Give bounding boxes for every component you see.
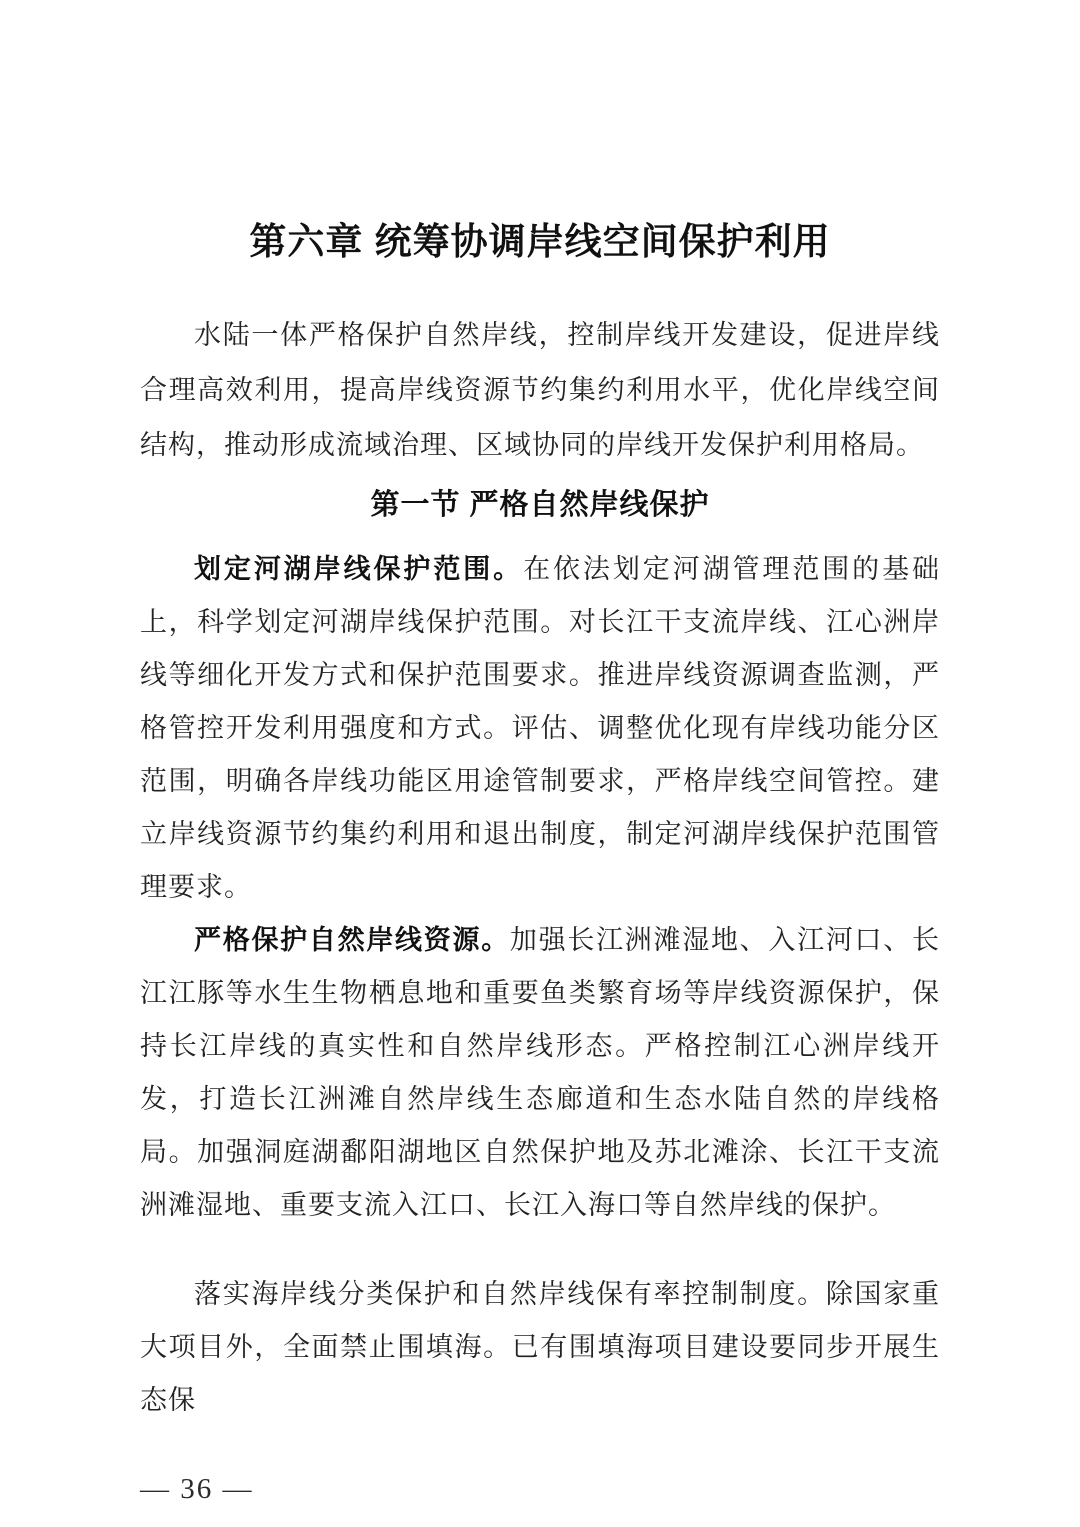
paragraph-lead: 划定河湖岸线保护范围。	[194, 554, 524, 584]
paragraph-delimit-shoreline	[140, 543, 940, 914]
paragraph-body: 加强长江洲滩湿地、入江河口、长江江豚等水生生物栖息地和重要鱼类繁育场等岸线资源保护，保持长江岸线的真实性和自然岸线形态。严格控制江心洲岸线开发，打造长江洲滩自然岸线生态廊道和生态水陆自然的岸线格局。加强洞庭湖鄱阳湖地区自然保护地及苏北滩涂、长江干支流洲滩湿地、重要支流入江口、长江入海口等自然岸线的保护。	[140, 925, 941, 1220]
chapter-title: 第六章 统筹协调岸线空间保护利用	[249, 221, 831, 262]
section-title: 第一节 严格自然岸线保护	[370, 489, 710, 521]
page-number: — 36 —	[140, 1473, 254, 1505]
paragraph-coastline-control: 落实海岸线分类保护和自然岸线保有率控制制度。除国家重大项目外，全面禁止围填海。已有围填海项目建设要同步开展生态保	[140, 1279, 940, 1415]
paragraph-body: 在依法划定河湖管理范围的基础上，科学划定河湖岸线保护范围。对长江干支流岸线、江心洲岸线等细化开发方式和保护范围要求。推进岸线资源调查监测，严格管控开发利用强度和方式。评估、调整优化现有岸线功能分区范围，明确各岸线功能区用途管制要求，严格岸线空间管控。建立岸线资源节约集约利用和退出制度，制定河湖岸线保护范围管理要求。	[140, 554, 941, 902]
intro-paragraph: 水陆一体严格保护自然岸线，控制岸线开发建设，促进岸线合理高效利用，提高岸线资源节约集约利用水平，优化岸线空间结构，推动形成流域治理、区域协同的岸线开发保护利用格局。	[140, 320, 940, 460]
paragraph-lead: 严格保护自然岸线资源。	[194, 925, 510, 955]
paragraph-protect-natural-shoreline	[140, 914, 940, 1232]
